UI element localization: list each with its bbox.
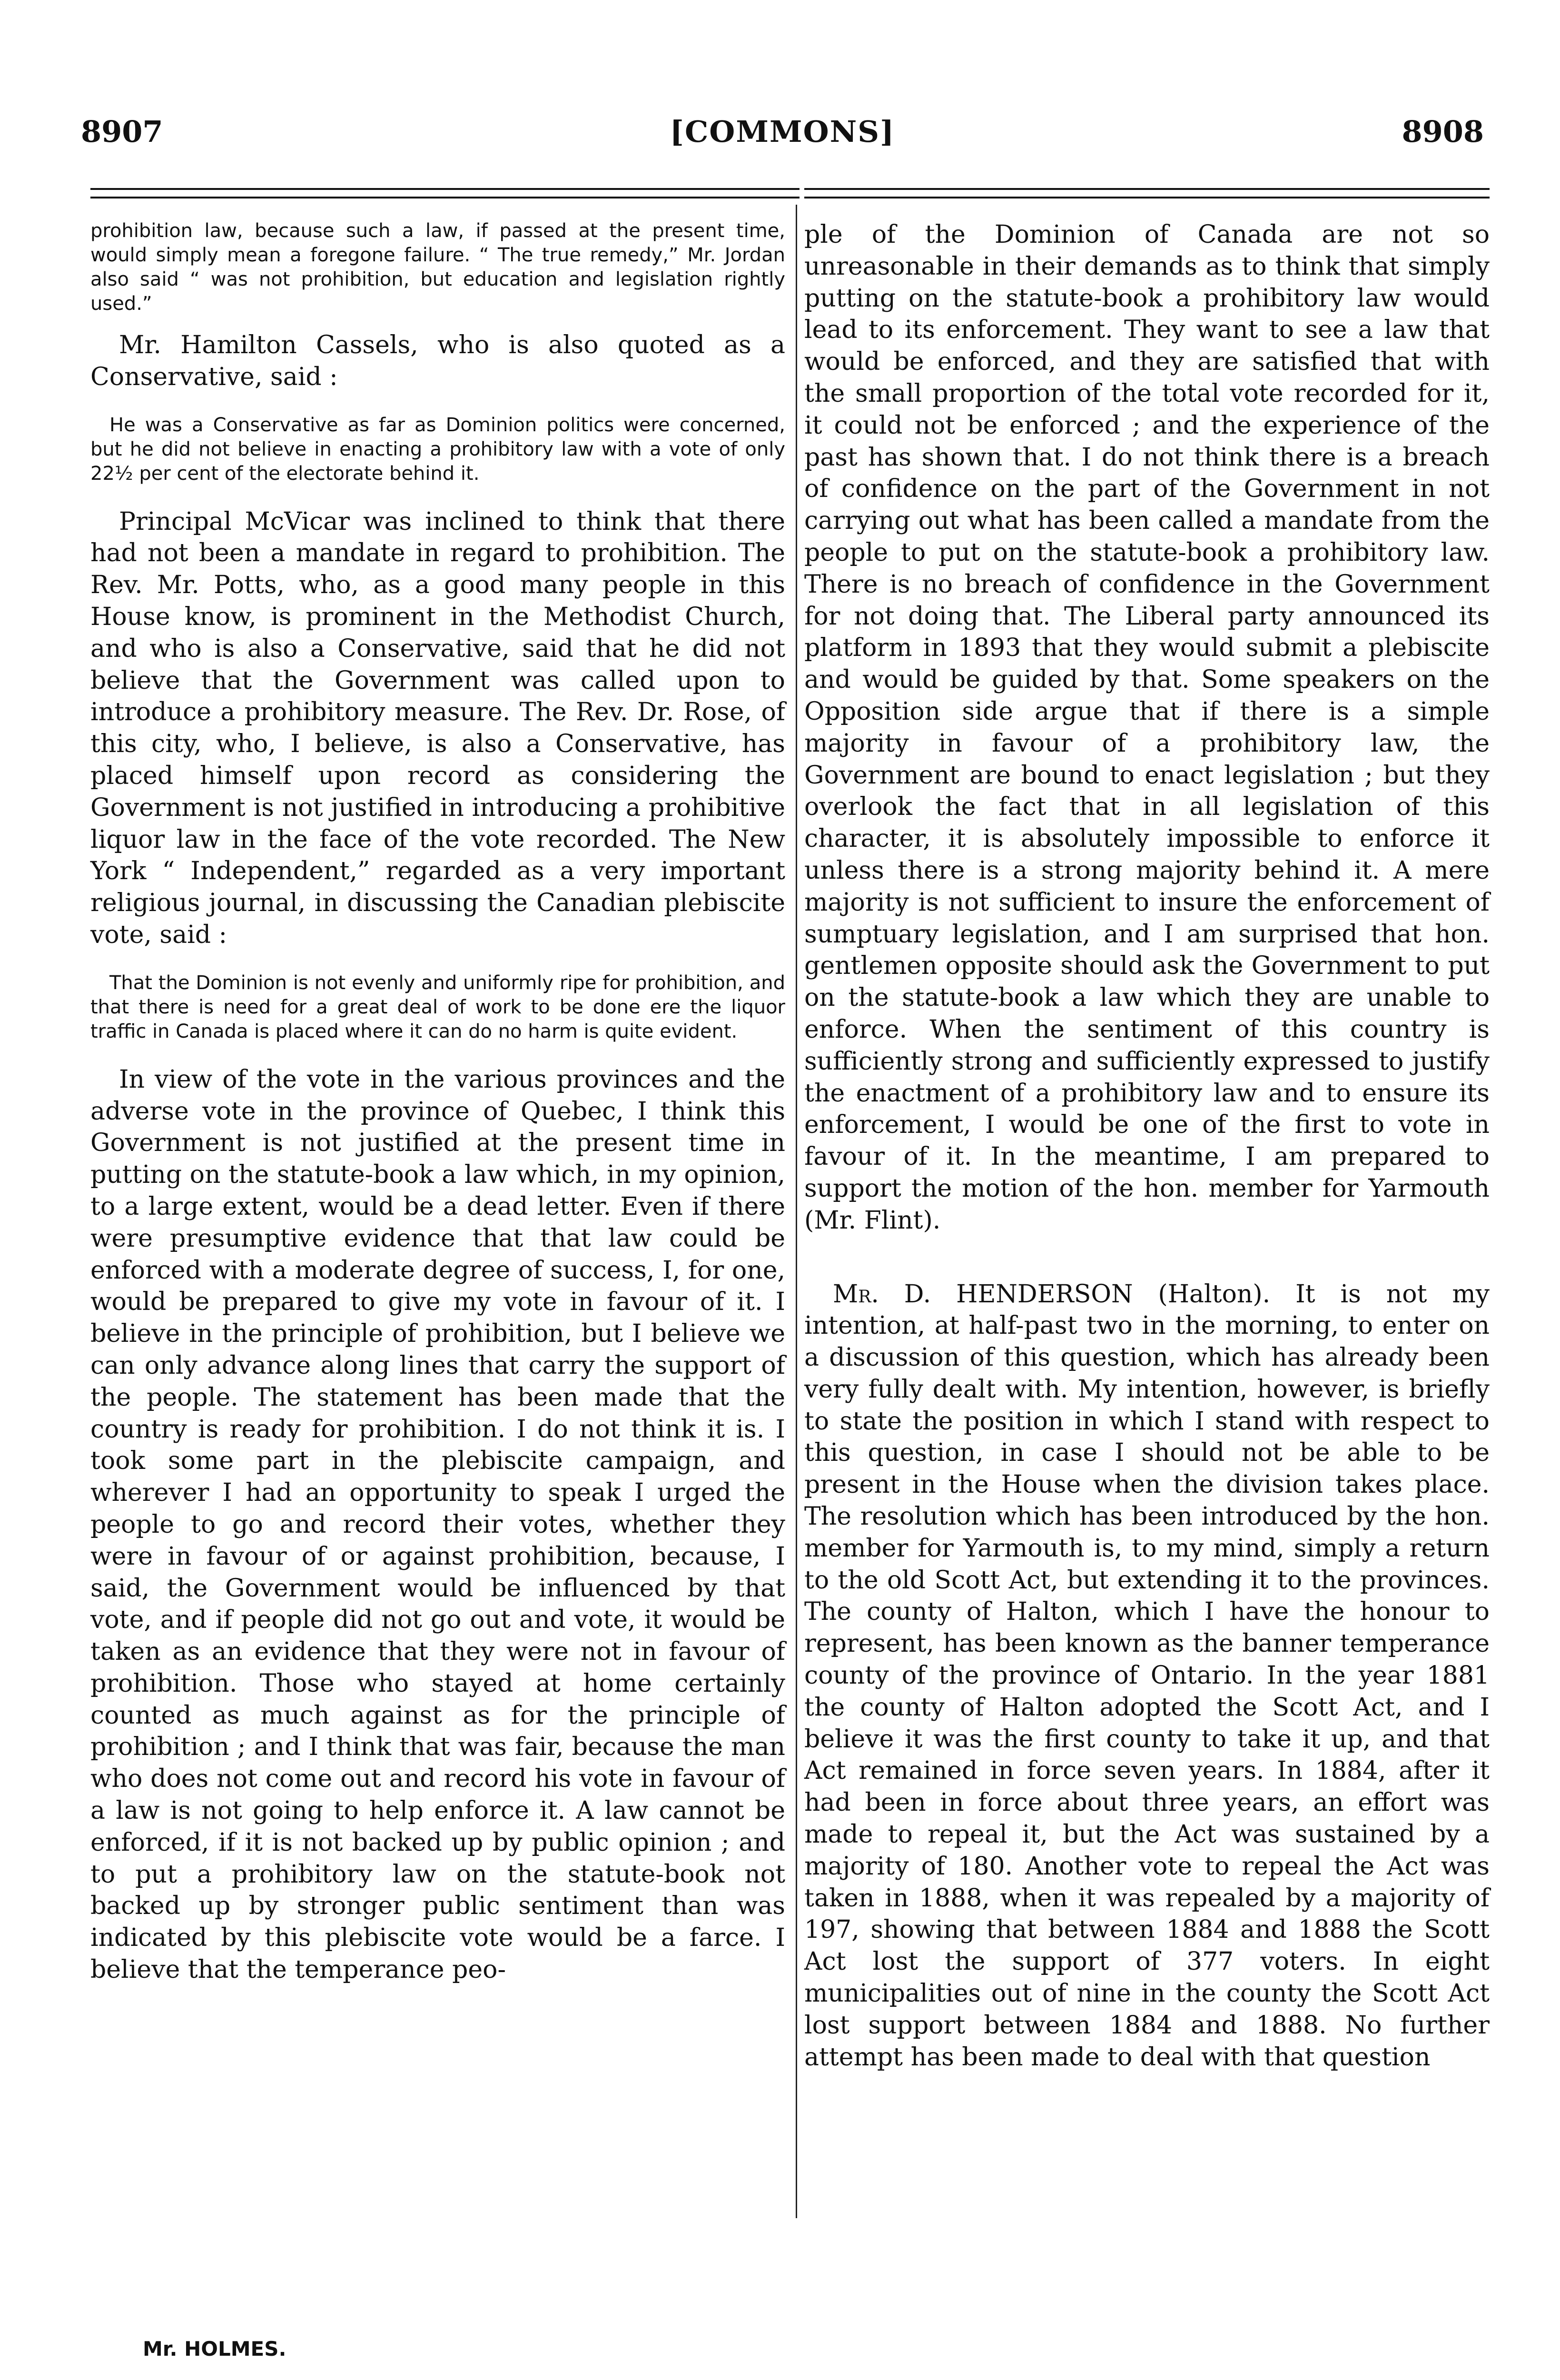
running-title: [COMMONS] xyxy=(670,114,895,149)
header-rule xyxy=(804,197,1490,198)
footer-speaker-name: Mr. HOLMES. xyxy=(143,2337,286,2360)
header-rule xyxy=(804,188,1490,190)
paragraph: In view of the vote in the various provinces and the adverse vote in the province of Quebec, I think this Government is not justified at the present time in putting on the statute-book a law which, in my opinion, to a large extent, would be a dead letter. Even if there were presumptive evidence that that law could be enforced with a moderate degree of success, I, for one, would be prepared to give my vote in favour of it. I believe in the principle of prohibition, but I believe we can only advance along lines that carry the support of the people. The statement has been made that the country is ready for prohibition. I do not think it is. I took some part in the plebiscite campaign, and wherever I had an opportunity to speak I urged the people to go and record their votes, whether they were in favour of or against prohibition, because, I said, the Government would be influenced by that vote, and if people did not go out and vote, it would be taken as an evidence that they were not in favour of prohibition. Those who stayed at home certainly counted as much against as for the principle of prohibition ; and I think that was fair, because the man who does not come out and record his vote in favour of a law is not going to help enforce it. A law cannot be enforced, if it is not backed up by public opinion ; and to put a prohibitory law on the statute-book not backed up by stronger public sentiment than was indicated by this plebiscite vote would be a farce. I believe that the temperance peo- xyxy=(90,1065,785,1984)
header-rule xyxy=(90,188,800,190)
right-column xyxy=(804,219,1490,2073)
quote-continuation: prohibition law, because such a law, if passed at the present time, would simply mean a foregone failure. “ The true remedy,” Mr. Jordan also said “ was not prohibition, but education and legislation rightly used.” xyxy=(90,220,785,315)
paragraph: ple of the Dominion of Canada are not so unreasonable in their demands as to think that simply putting on the statute-book a prohibitory law would lead to its enforcement. They want to see a law that would be enforced, and they are satisfied that with the small proportion of the total vote recorded for it, it could not be enforced ; and the experience of the past has shown that. I do not think there is a breach of confidence on the part of the Government in not carrying out what has been called a mandate from the people to put on the statute-book a prohibitory law. There is no breach of confidence in the Government for not doing that. The Liberal party announced its platform in 1893 that they would submit a plebiscite and would be guided by that. Some speakers on the Opposition side argue that if there is a simple majority in favour of a prohibitory law, the Government are bound to enact legislation ; but they overlook the fact that in all legislation of this character, it is absolutely impossible to enforce it unless there is a strong majority behind it. A mere majority is not sufficient to insure the enforcement of sumptuary legislation, and I am surprised that hon. gentlemen opposite should ask the Government to put on the statute-book a law which they are unable to enforce. When the sentiment of this country is sufficiently strong and sufficiently expressed to justify the enactment of a prohibitory law and to ensure its enforcement, I would be one of the first to vote in favour of it. In the meantime, I am prepared to support the motion of the hon. member for Yarmouth (Mr. Flint). xyxy=(804,220,1490,1235)
block-quote: He was a Conservative as far as Dominion politics were concerned, but he did not believe in enacting a prohibitory law with a vote of only 22½ per cent of the electorate behind it. xyxy=(90,414,785,485)
paragraph: Mr. Hamilton Cassels, who is also quoted as a Conservative, said : xyxy=(90,331,785,391)
column-divider xyxy=(796,205,797,2218)
page-header xyxy=(81,114,1484,162)
block-quote: That the Dominion is not evenly and uniformly ripe for prohibition, and that there is need for a great deal of work to be done ere the liquor traffic in Canada is placed where it can do no harm is quite evident. xyxy=(90,972,785,1042)
left-column xyxy=(90,219,785,1986)
speech-paragraph xyxy=(804,1279,1490,2073)
speech-text: (Halton). It is not my intention, at half-past two in the morning, to enter on a discussion of this question, which has already been very fully dealt with. My intention, however, is briefly to state the position in which I stand with respect to this question, in case I should not be able to be present in the House when the division takes place. The resolution which has been introduced by the hon. member for Yarmouth is, to my mind, simply a return to the old Scott Act, but extending it to the provinces. The county of Halton, which I have the honour to represent, has been known as the banner temperance county of the province of Ontario. In the year 1881 the county of Halton adopted the Scott Act, and I believe it was the first county to take it up, and that Act remained in force seven years. In 1884, after it had been in force about three years, an effort was made to repeal it, but the Act was sustained by a majority of 180. Another vote to repeal the Act was taken in 1888, when it was repealed by a majority of 197, showing that between 1884 and 1888 the Scott Act lost the support of 377 voters. In eight municipalities out of nine in the county the Scott Act lost support between 1884 and 1888. No further attempt has been made to deal with that question xyxy=(804,1279,1490,2072)
page-number-left: 8907 xyxy=(81,114,163,149)
speaker-name: Mr. D. HENDERSON xyxy=(833,1279,1133,1309)
header-rule xyxy=(90,197,800,198)
paragraph: Principal McVicar was inclined to think that there had not been a mandate in regard to prohibition. The Rev. Mr. Potts, who, as a good many people in this House know, is prominent in the Methodist Church, and who is also a Conservative, said that he did not believe that the Government was called upon to introduce a prohibitory measure. The Rev. Dr. Rose, of this city, who, I believe, is also a Conservative, has placed himself upon record as considering the Government is not justified in introducing a prohibitive liquor law in the face of the vote recorded. The New York “ Independent,” regarded as a very important religious journal, in discussing the Canadian plebiscite vote, said : xyxy=(90,507,785,949)
page-number-right: 8908 xyxy=(1402,114,1484,149)
